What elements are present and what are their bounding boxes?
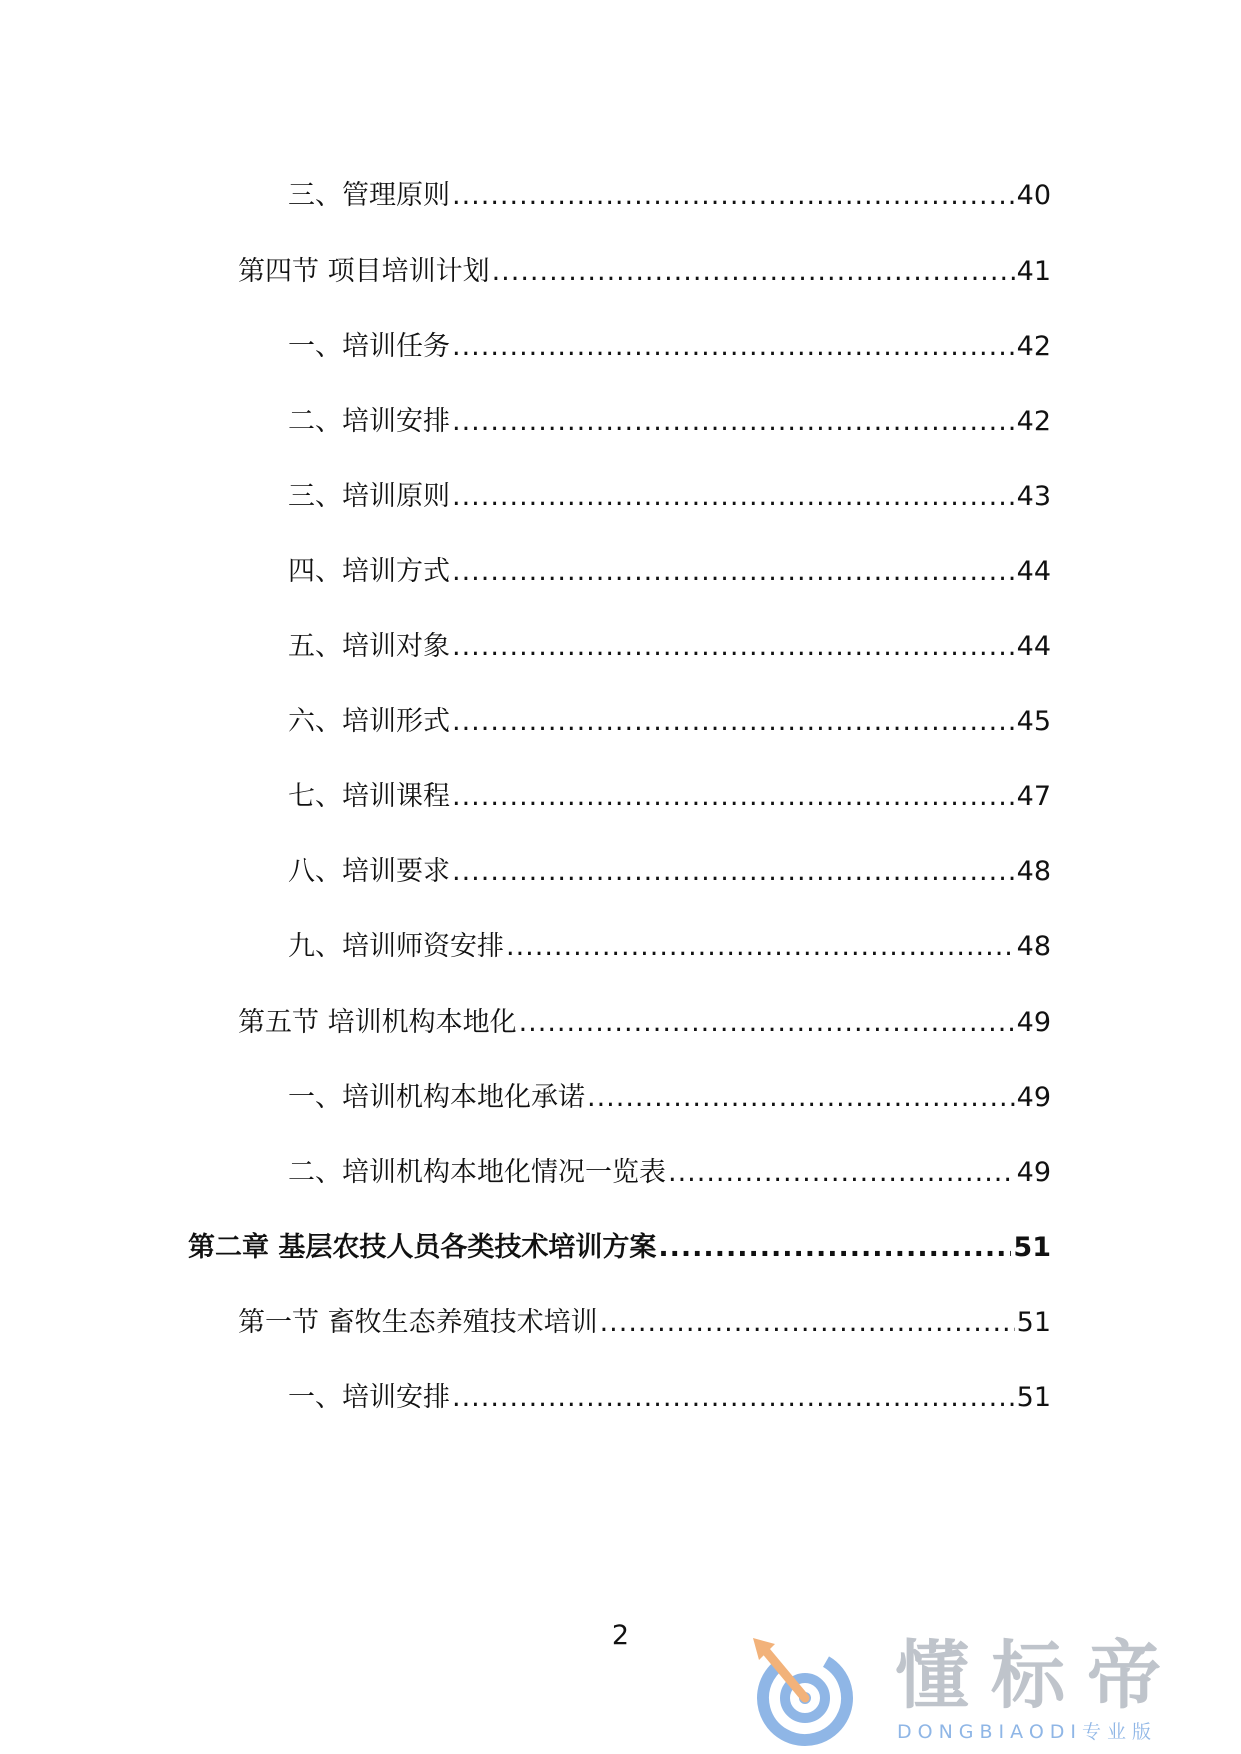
- toc-leader-dots: [506, 927, 1015, 967]
- toc-entry-page: 43: [1016, 481, 1051, 512]
- toc-entry-page: 51: [1016, 1382, 1051, 1413]
- toc-leader-dots: [452, 327, 1015, 367]
- toc-entry-title: 六、培训形式: [288, 706, 450, 737]
- toc-leader-dots: [587, 1078, 1015, 1118]
- toc-entry-title: 四、培训方式: [288, 556, 450, 587]
- toc-entry-page: 49: [1016, 1157, 1051, 1188]
- toc-leader-dots: [519, 1003, 1015, 1043]
- toc-entry[interactable]: [288, 552, 1051, 592]
- toc-entry-title: 一、培训任务: [288, 331, 450, 362]
- toc-entry-title: 第五节 培训机构本地化: [238, 1007, 517, 1038]
- toc-leader-dots: [600, 1303, 1015, 1343]
- toc-entry[interactable]: [288, 477, 1051, 517]
- toc-leader-dots: [452, 552, 1015, 592]
- toc-leader-dots: [452, 702, 1015, 742]
- toc-entry-title: 二、培训安排: [288, 406, 450, 437]
- watermark: [745, 1632, 1215, 1750]
- toc-entry[interactable]: [288, 702, 1051, 742]
- toc-entry[interactable]: [288, 852, 1051, 892]
- toc-entry-title: 三、管理原则: [288, 180, 450, 211]
- toc-entry[interactable]: [288, 1153, 1051, 1193]
- toc-entry-title: 一、培训安排: [288, 1382, 450, 1413]
- toc-entry-title: 一、培训机构本地化承诺: [288, 1082, 585, 1113]
- toc-entry-page: 42: [1016, 331, 1051, 362]
- toc-entry-title: 九、培训师资安排: [288, 931, 504, 962]
- toc-entry-title: 第二章 基层农技人员各类技术培训方案: [188, 1232, 657, 1263]
- toc-entry[interactable]: [238, 1303, 1051, 1343]
- toc-entry[interactable]: [288, 627, 1051, 667]
- toc-entry[interactable]: [238, 1003, 1051, 1043]
- toc-entry-page: 44: [1016, 631, 1051, 662]
- toc-entry[interactable]: [288, 927, 1051, 967]
- toc-entry-page: 45: [1016, 706, 1051, 737]
- toc-entry[interactable]: [288, 1078, 1051, 1118]
- toc-entry-page: 44: [1016, 556, 1051, 587]
- toc-leader-dots: [452, 1378, 1015, 1418]
- toc-entry-page: 49: [1016, 1082, 1051, 1113]
- toc-leader-dots: [452, 477, 1015, 517]
- toc-leader-dots: [452, 777, 1015, 817]
- toc-entry-title: 五、培训对象: [288, 631, 450, 662]
- toc-entry-title: 第一节 畜牧生态养殖技术培训: [238, 1307, 598, 1338]
- toc-entry[interactable]: [238, 252, 1051, 292]
- toc-entry-title: 三、培训原则: [288, 481, 450, 512]
- toc-entry-page: 47: [1016, 781, 1051, 812]
- toc-leader-dots: [452, 402, 1015, 442]
- toc-entry[interactable]: [288, 1378, 1051, 1418]
- toc-entry-page: 41: [1016, 256, 1051, 287]
- toc-entry[interactable]: [288, 176, 1051, 216]
- toc-entry-title: 二、培训机构本地化情况一览表: [288, 1157, 666, 1188]
- toc-entry-title: 八、培训要求: [288, 856, 450, 887]
- toc-leader-dots: [452, 627, 1015, 667]
- toc-entry-page: 49: [1016, 1007, 1051, 1038]
- toc-leader-dots: [668, 1153, 1015, 1193]
- toc-entry-page: 51: [1013, 1232, 1051, 1263]
- page-number: 2: [611, 1620, 630, 1651]
- toc-leader-dots: [492, 252, 1015, 292]
- toc-entry-page: 51: [1016, 1307, 1051, 1338]
- target-arrow-icon: [745, 1632, 865, 1750]
- toc-entry-page: 40: [1016, 180, 1051, 211]
- toc-entry-title: 第四节 项目培训计划: [238, 256, 490, 287]
- toc-entry[interactable]: [288, 327, 1051, 367]
- watermark-subtitle: DONGBIAODI专业版: [897, 1721, 1158, 1743]
- toc-entry-title: 七、培训课程: [288, 781, 450, 812]
- toc-entry-page: 48: [1016, 856, 1051, 887]
- watermark-brand-name: 懂标帝: [895, 1633, 1183, 1719]
- toc-leader-dots: [452, 852, 1015, 892]
- toc-entry-chapter[interactable]: [188, 1228, 1051, 1268]
- toc-leader-dots: [658, 1228, 1011, 1268]
- toc-entry[interactable]: [288, 402, 1051, 442]
- toc-entry-page: 48: [1016, 931, 1051, 962]
- toc-entry-page: 42: [1016, 406, 1051, 437]
- toc-leader-dots: [452, 176, 1015, 216]
- toc-entry[interactable]: [288, 777, 1051, 817]
